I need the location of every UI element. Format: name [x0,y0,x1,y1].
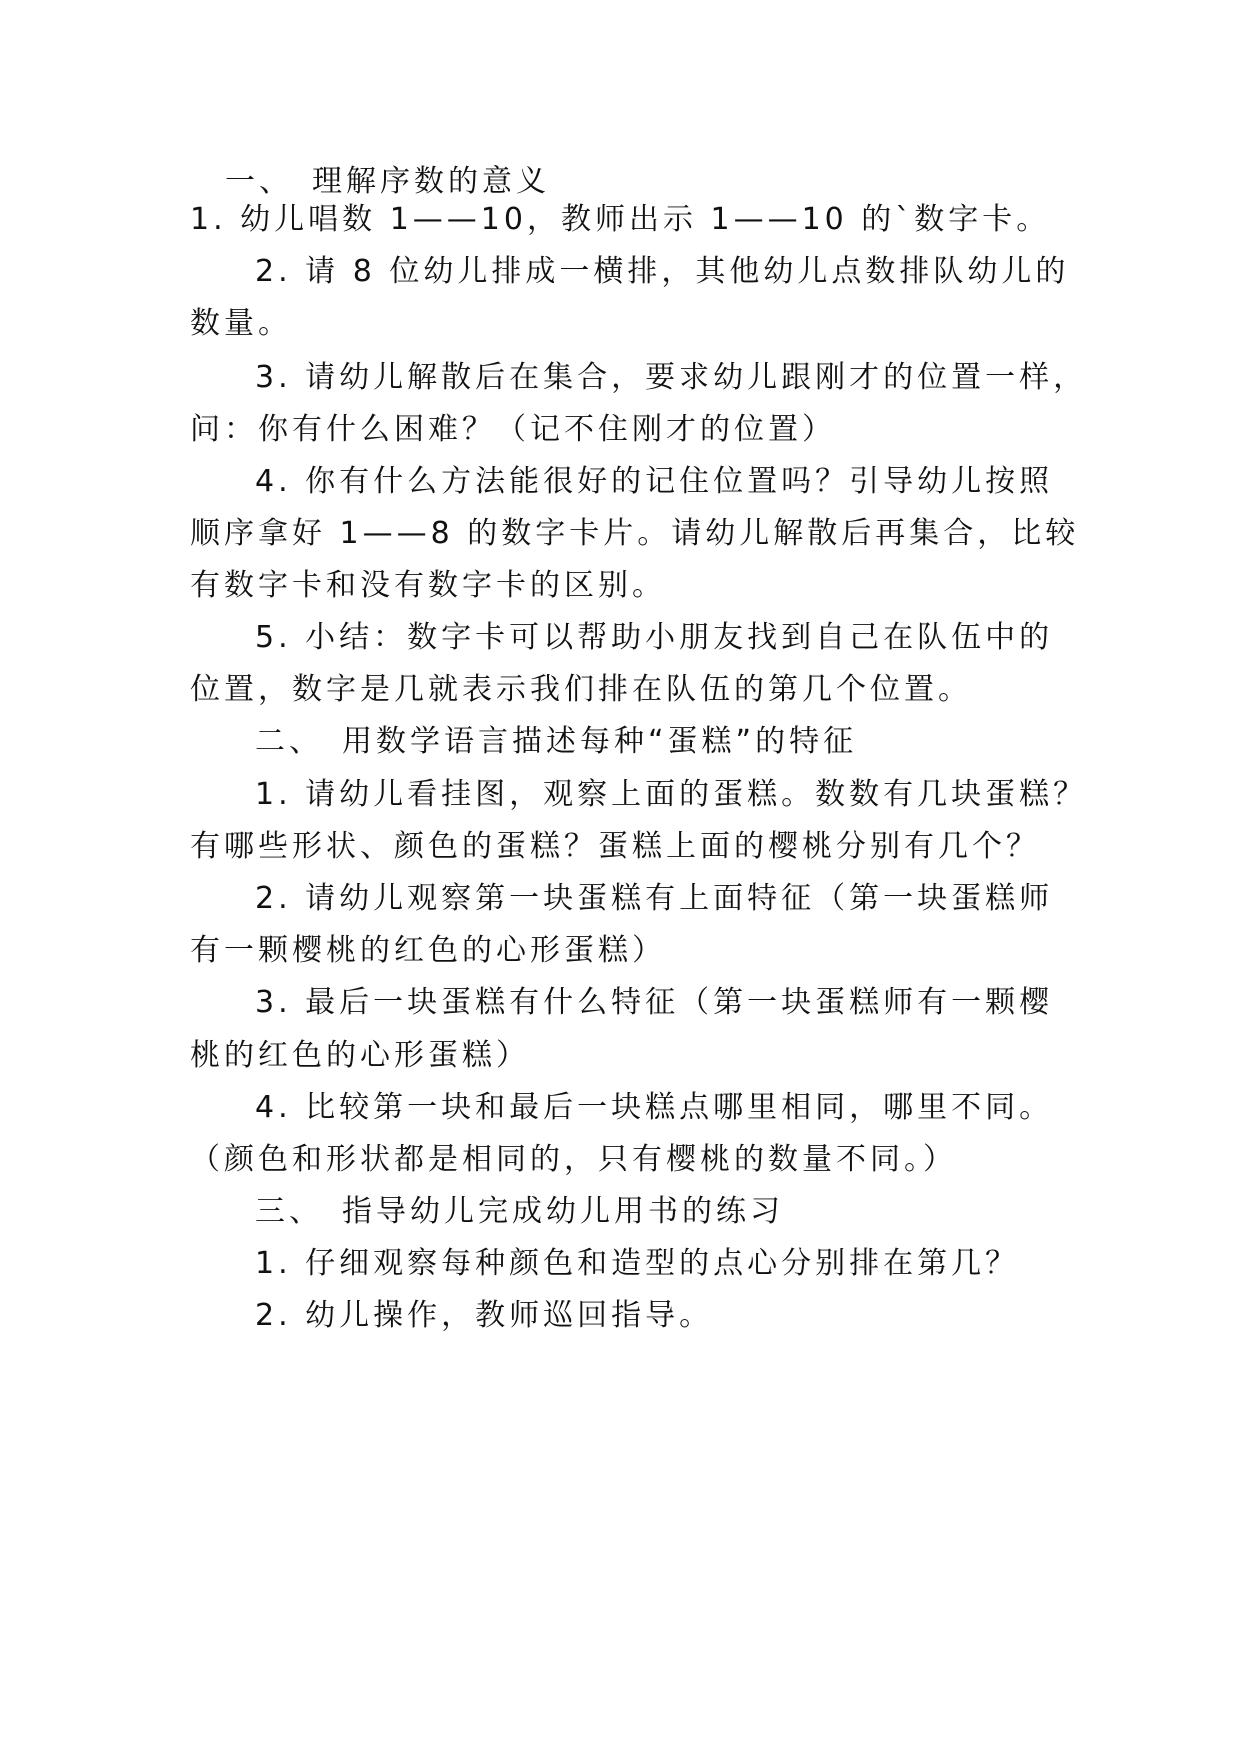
paragraph-line: 4. 你有什么方法能很好的记住位置吗？引导幼儿按照 [255,464,1054,499]
paragraph-line: 2. 请幼儿观察第一块蛋糕有上面特征（第一块蛋糕师 [255,881,1054,916]
paragraph-line: 顺序拿好 1——8 的数字卡片。请幼儿解散后再集合，比较 [190,516,1080,551]
paragraph-line: 3. 最后一块蛋糕有什么特征（第一块蛋糕师有一颗樱 [255,985,1054,1020]
section-heading-3: 三、 指导幼儿完成幼儿用书的练习 [255,1194,784,1229]
paragraph-line: 3. 请幼儿解散后在集合，要求幼儿跟刚才的位置一样， [255,360,1088,395]
paragraph-line: 位置，数字是几就表示我们排在队伍的第几个位置。 [190,672,972,707]
paragraph-line: 有数字卡和没有数字卡的区别。 [190,568,666,603]
section-heading-2: 二、 用数学语言描述每种“蛋糕”的特征 [255,724,858,759]
paragraph-line: 2. 幼儿操作，教师巡回指导。 [255,1298,714,1333]
paragraph-line: 2. 请 8 位幼儿排成一横排，其他幼儿点数排队幼儿的 [255,254,1070,289]
paragraph-line: 4. 比较第一块和最后一块糕点哪里相同，哪里不同。 [255,1090,1054,1125]
paragraph-line: 1. 仔细观察每种颜色和造型的点心分别排在第几？ [255,1246,1020,1281]
paragraph-line: 1. 请幼儿看挂图，观察上面的蛋糕。数数有几块蛋糕？ [255,777,1088,812]
paragraph-line: 问：你有什么困难？（记不住刚才的位置） [190,412,836,447]
paragraph-line: 1. 幼儿唱数 1——10，教师出示 1——10 的`数字卡。 [190,202,1051,237]
paragraph-line: 有一颗樱桃的红色的心形蛋糕） [190,933,666,968]
section-heading-1: 一、 理解序数的意义 [225,164,550,199]
paragraph-line: 有哪些形状、颜色的蛋糕？蛋糕上面的樱桃分别有几个？ [190,829,1040,864]
paragraph-line: 5. 小结：数字卡可以帮助小朋友找到自己在队伍中的 [255,620,1054,655]
paragraph-line: 桃的红色的心形蛋糕） [190,1038,530,1073]
paragraph-line: 数量。 [190,306,292,341]
paragraph-line: （颜色和形状都是相同的，只有樱桃的数量不同。） [190,1142,957,1177]
